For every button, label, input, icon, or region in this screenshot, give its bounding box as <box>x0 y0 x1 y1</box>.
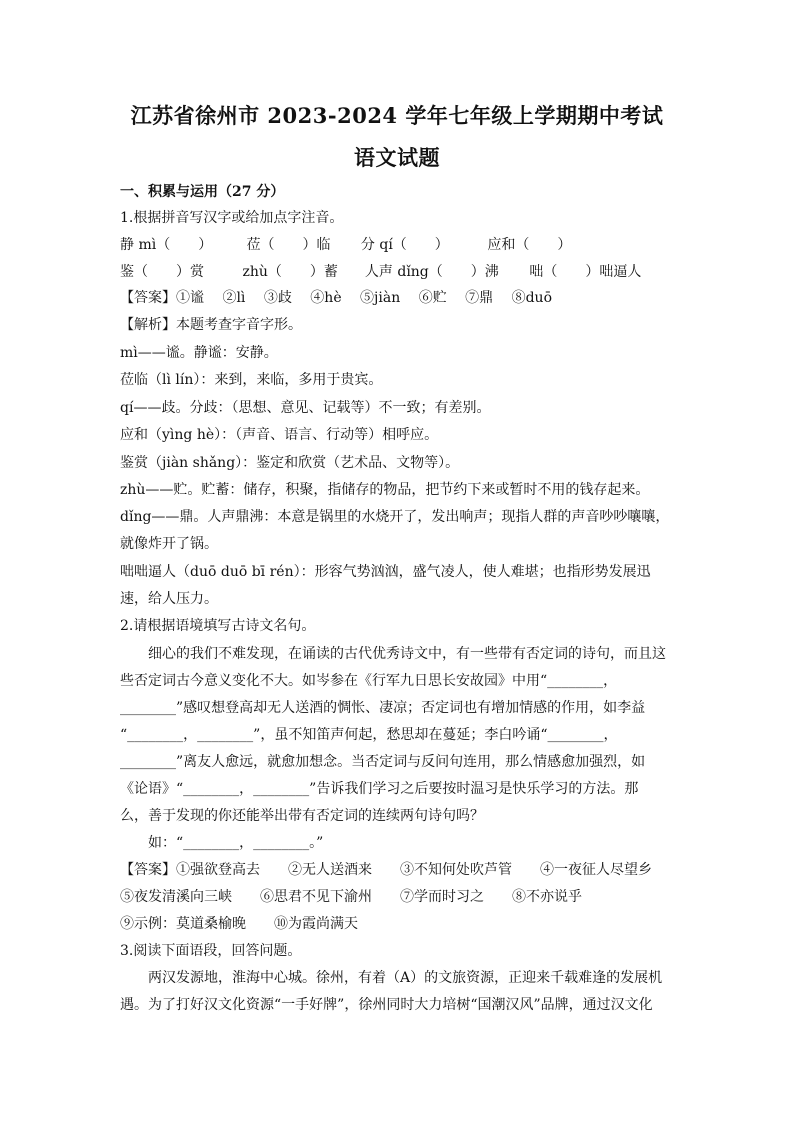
blank-item: 应和（ ） <box>487 237 572 253</box>
document-title: 江苏省徐州市 2023-2024 学年七年级上学期期中考试 <box>130 103 664 128</box>
blank-item: zhù（ ）蓄 <box>242 264 338 280</box>
analysis-note: 咄咄逼人（duō duō bī rén）：形容气势汹汹，盛气凌人，使人难堪；也指形势发展迅 <box>120 564 651 580</box>
question-2-answer: ⑤夜发清溪向三峡 ⑥思君不见下渝州 ⑦学而时习之 ⑧不亦说乎 <box>120 889 582 905</box>
analysis-note: mì——谧。静谧：安静。 <box>120 345 278 361</box>
question-2-example: 如：“________，________。” <box>148 835 324 851</box>
analysis-note: 速，给人压力。 <box>120 591 218 607</box>
document-subtitle: 语文试题 <box>354 145 440 170</box>
question-2-stem: 2.请根据语境填写古诗文名句。 <box>120 618 316 634</box>
analysis-note: dǐng——鼎。人声鼎沸：本意是锅里的水烧开了，发出响声；现指人群的声音吵吵嚷嚷， <box>120 509 670 525</box>
question-2-paragraph: ________”离友人愈远，就愈加想念。当否定词与反问句连用，那么情感愈加强烈，如 <box>120 754 646 770</box>
question-2-paragraph: 些否定词古今意义变化不大。如岑参在《行军九日思长安故园》中用“________， <box>120 673 618 689</box>
analysis-note: 莅临（lì lín）：来到，来临，多用于贵宾。 <box>120 372 383 388</box>
question-2-paragraph: 么，善于发现的你还能举出带有否定词的连续两句诗句吗？ <box>120 808 484 824</box>
question-2-answer: 【答案】①强欲登高去 ②无人送酒来 ③不知何处吹芦管 ④一夜征人尽望乡 <box>120 862 652 878</box>
question-2-paragraph: 《论语》“________，________”告诉我们学习之后要按时温习是快乐学习的方法。那 <box>120 781 639 797</box>
blank-item: 分 qí（ ） <box>360 237 449 253</box>
question-2-paragraph: “________，________”，虽不知笛声何起，愁思却在蔓延；李白吟诵“________， <box>120 727 618 743</box>
question-1-answer: 【答案】①谧 ②lì ③歧 ④hè ⑤jiàn ⑥贮 ⑦鼎 ⑧duō <box>120 290 552 306</box>
section-heading: 一、积累与运用（27 分） <box>120 184 285 200</box>
analysis-note: qí——歧。分歧：（思想、意见、记载等）不一致；有差别。 <box>120 400 491 416</box>
question-2-paragraph: ________”感叹想登高却无人送酒的惆怅、凄凉；否定词也有增加情感的作用，如李益 <box>120 700 646 716</box>
analysis-note: 就像炸开了锅。 <box>120 536 218 552</box>
analysis-note: 鉴赏（jiàn shǎng）：鉴定和欣赏（艺术品、文物等）。 <box>120 455 460 471</box>
blank-item: 咄（ ）咄逼人 <box>529 264 642 280</box>
analysis-note: 应和（yìng hè）：（声音、语言、行动等）相呼应。 <box>120 427 439 443</box>
question-1-row-1 <box>120 235 680 255</box>
question-1-analysis: 【解析】本题考查字音字形。 <box>120 317 302 333</box>
question-3-paragraph: 两汉发源地，淮海中心城。徐州，有着（A）的文旅资源，正迎来千载难逢的发展机 <box>148 970 663 986</box>
question-2-answer: ⑨示例：莫道桑榆晚 ⑩为霞尚满天 <box>120 916 358 932</box>
blank-item: 静 mì（ ） <box>120 237 213 253</box>
question-3-stem: 3.阅读下面语段，回答问题。 <box>120 943 302 959</box>
analysis-note: zhù——贮。贮蓄：储存，积聚，指储存的物品，把节约下来或暂时不用的钱存起来。 <box>120 482 650 498</box>
question-1-row-2 <box>120 262 680 282</box>
question-3-paragraph: 遇。为了打好汉文化资源“一手好牌”，徐州同时大力培树“国潮汉风”品牌，通过汉文化 <box>120 997 653 1013</box>
question-1-stem: 1.根据拼音写汉字或给加点字注音。 <box>120 210 344 226</box>
blank-item: 鉴（ ）赏 <box>120 264 204 280</box>
question-2-paragraph: 细心的我们不难发现，在诵读的古代优秀诗文中，有一些带有否定词的诗句，而且这 <box>148 646 666 662</box>
blank-item: 人声 dǐng（ ）沸 <box>364 264 499 280</box>
blank-item: 莅（ ）临 <box>246 237 331 253</box>
